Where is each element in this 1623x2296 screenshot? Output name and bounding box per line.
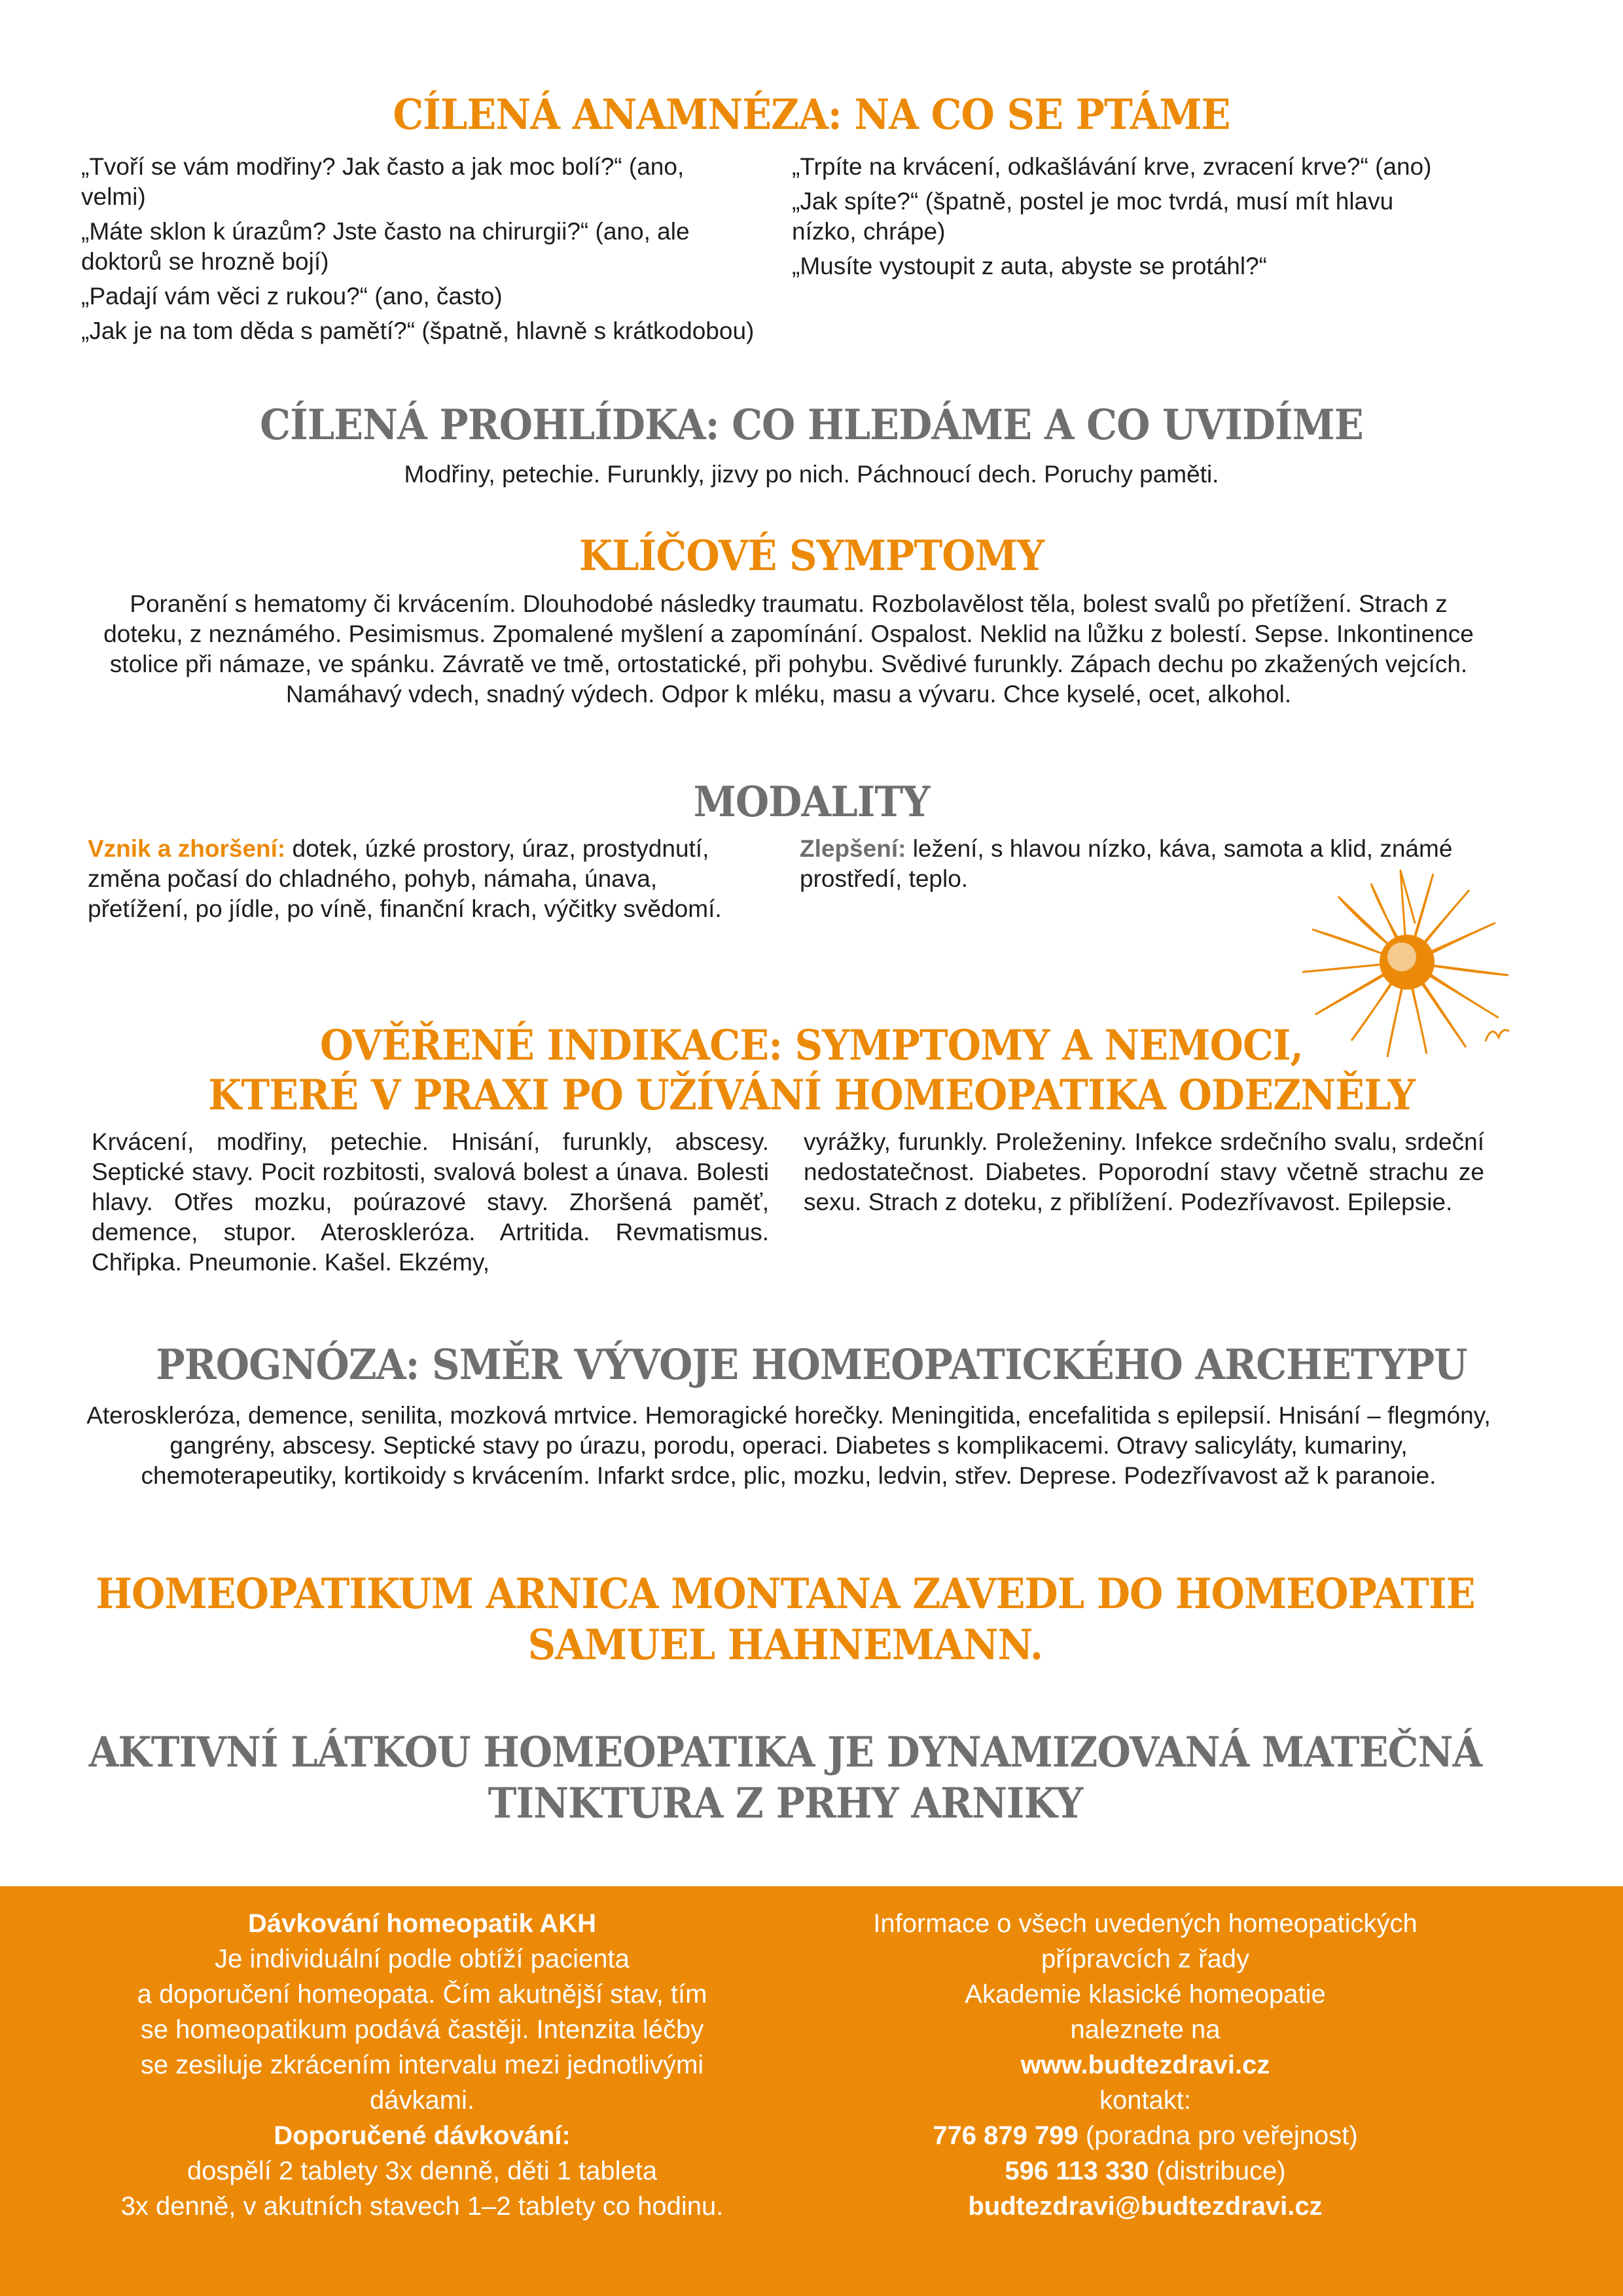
- dosing-line: se zesiluje zkrácením intervalu mezi jednotlivými: [140, 2051, 704, 2079]
- phone-distribution[interactable]: 596 113 330 (distribuce): [1005, 2157, 1286, 2185]
- indikace-title-line2: KTERÉ V PRAXI PO UŽÍVÁNÍ HOMEOPATIKA ODEZNĚLY: [208, 1071, 1415, 1120]
- contact-column: [785, 1906, 1505, 2224]
- phone-public[interactable]: 776 879 799 (poradna pro veřejnost): [933, 2121, 1358, 2150]
- indikace-right: vyrážky, furunkly. Proleženiny. Infekce srdečního svalu, srdeční nedostatečnost. Diabetes. Poporodní stavy včetně strachu ze sexu. Strach z doteku, z přiblížení. Podezřívavost. Epilepsie.: [804, 1128, 1484, 1215]
- question-item: „Máte sklon k úrazům? Jste často na chirurgii?“ (ano, ale doktorů se hrozně bojí): [81, 218, 690, 275]
- recommended-line: 3x denně, v akutních stavech 1–2 tablety co hodinu.: [120, 2192, 724, 2221]
- question-item: „Trpíte na krvácení, odkašlávání krve, zvracení krve?“ (ano): [792, 153, 1432, 180]
- modality-worse-label: Vznik a zhoršení:: [88, 835, 286, 862]
- hahnemann-line1: HOMEOPATIKUM ARNICA MONTANA ZAVEDL DO HOMEOPATIE: [96, 1570, 1475, 1619]
- dosing-line: dávkami.: [369, 2086, 475, 2115]
- modality-worse-text: dotek, úzké prostory, úraz, prostydnutí, změna počasí do chladného, pohyb, námaha, únava, přetížení, po jídle, po víně, finanční krach, výčitky svědomí.: [88, 835, 722, 922]
- question-item: „Musíte vystoupit z auta, abyste se protáhl?“: [792, 253, 1267, 279]
- info-line: Akademie klasické homeopatie: [965, 1980, 1326, 2009]
- recommended-line: dospělí 2 tablety 3x denně, děti 1 tableta: [187, 2157, 658, 2185]
- symptomy-text: Poranění s hematomy či krvácením. Dlouhodobé následky traumatu. Rozbolavělost těla, bolest svalů po přetížení. Strach z doteku, z neznámého. Pesimismus. Zpomalené myšlení a zapomínání. Ospalost. Neklid na lůžku z bolestí. Sepse. Inkontinence stolice při námaze, ve spánku. Závratě ve tmě, ortostatické, při pohybu. Svědivé furunkly. Zápach dechu po zkažených vejcích. Namáhavý vdech, snadný výdech. Odpor k mléku, masu a vývaru. Chce kyselé, ocet, alkohol.: [103, 590, 1474, 708]
- modality-worse: [88, 834, 749, 924]
- question-item: „Jak je na tom děda s pamětí?“ (špatně, hlavně s krátkodobou): [81, 317, 755, 344]
- prognoza-title: PROGNÓZA: SMĚR VÝVOJE HOMEOPATICKÉHO ARCHETYPU: [156, 1340, 1467, 1390]
- aktivni-line2: TINKTURA Z PRHY ARNIKY: [488, 1779, 1083, 1828]
- aktivni-line1: AKTIVNÍ LÁTKOU HOMEOPATIKA JE DYNAMIZOVANÁ MATEČNÁ: [88, 1728, 1482, 1777]
- question-item: „Jak spíte?“ (špatně, postel je moc tvrdá, musí mít hlavu nízko, chrápe): [792, 188, 1394, 245]
- modality-better-label: Zlepšení:: [800, 835, 906, 862]
- website-link[interactable]: www.budtezdravi.cz: [1020, 2051, 1270, 2079]
- dosing-line: Je individuální podle obtíží pacienta: [215, 1945, 630, 1973]
- symptomy-title: KLÍČOVÉ SYMPTOMY: [579, 531, 1044, 581]
- hahnemann-line2: SAMUEL HAHNEMANN.: [527, 1621, 1043, 1670]
- anamneza-left-column: [81, 152, 755, 351]
- dosing-title: Dávkování homeopatik AKH: [248, 1909, 596, 1938]
- footer-band: [0, 1886, 1623, 2296]
- anamneza-right-column: [792, 152, 1446, 286]
- prognoza-text: Ateroskleróza, demence, senilita, mozková mrtvice. Hemoragické horečky. Meningitida, encefalitida s epilepsií. Hnisání – flegmóny, gangrény, abscesy. Septické stavy po úrazu, porodu, operaci. Diabetes s komplikacemi. Otravy salicyláty, kumariny, chemoterapeutiky, kortikoidy s krvácením. Infarkt srdce, plic, mozku, ledvin, střev. Deprese. Podezřívavost až k paranoie.: [86, 1402, 1491, 1489]
- dosing-line: a doporučení homeopata. Čím akutnější stav, tím: [137, 1980, 707, 2009]
- indikace-left: Krvácení, modřiny, petechie. Hnisání, furunkly, abscesy. Septické stavy. Pocit rozbitosti, svalová bolest a únava. Bolesti hlavy. Otřes mozku, poúrazové stavy. Zhoršená paměť, demence, stupor. Ateroskleróza. Artritida. Revmatismus. Chřipka. Pneumonie. Kašel. Ekzémy,: [92, 1128, 769, 1276]
- question-item: „Tvoří se vám modřiny? Jak často a jak moc bolí?“ (ano, velmi): [81, 153, 685, 210]
- anamneza-title: CÍLENÁ ANAMNÉZA: NA CO SE PTÁME: [393, 90, 1230, 139]
- dosing-column: [79, 1906, 766, 2224]
- info-line: přípravcích z řady: [1041, 1945, 1249, 1973]
- info-line: naleznete na: [1070, 2015, 1221, 2044]
- modality-title: MODALITY: [693, 778, 930, 827]
- dosing-line: se homeopatikum podává častěji. Intenzita léčby: [140, 2015, 704, 2044]
- recommended-title: Doporučené dávkování:: [274, 2121, 571, 2150]
- info-line: Informace o všech uvedených homeopatických: [873, 1909, 1418, 1938]
- question-item: „Padají vám věci z rukou?“ (ano, často): [81, 283, 503, 310]
- indikace-title-line1: OVĚŘENÉ INDIKACE: SYMPTOMY A NEMOCI,: [319, 1021, 1304, 1070]
- prohlidka-title: CÍLENÁ PROHLÍDKA: CO HLEDÁME A CO UVIDÍME: [260, 401, 1363, 450]
- contact-label: kontakt:: [1099, 2086, 1192, 2115]
- email-link[interactable]: budtezdravi@budtezdravi.cz: [968, 2192, 1323, 2221]
- modality-better-text: ležení, s hlavou nízko, káva, samota a klid, známé prostředí, teplo.: [800, 835, 1453, 892]
- prohlidka-text: Modřiny, petechie. Furunkly, jizvy po nich. Páchnoucí dech. Poruchy paměti.: [404, 461, 1219, 488]
